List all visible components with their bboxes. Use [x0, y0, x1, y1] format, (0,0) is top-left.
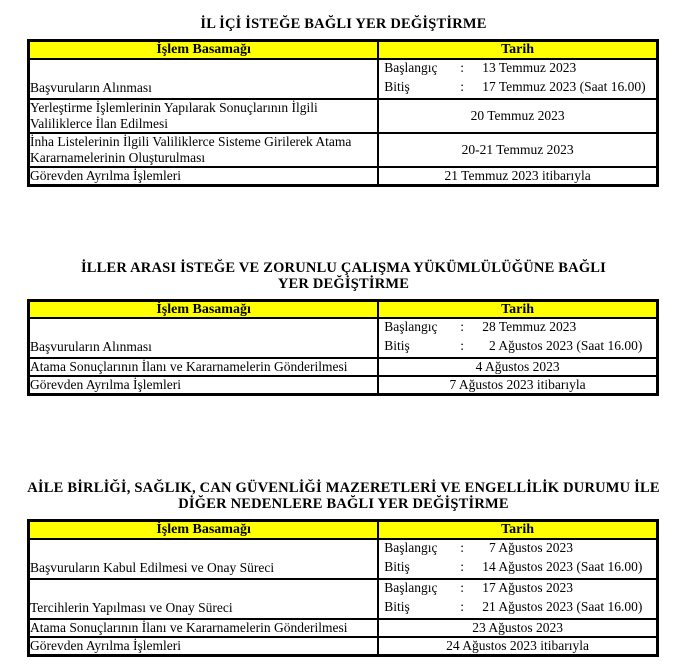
column-header-date: Tarih	[378, 41, 657, 59]
step-cell: Başvuruların Kabul Edilmesi ve Onay Süreci	[29, 539, 379, 579]
colon-separator: :	[460, 598, 464, 614]
column-header-step: İşlem Basamağı	[29, 41, 379, 59]
date-cell: 20-21 Temmuz 2023	[378, 133, 657, 167]
date-label: Başlangıç	[384, 319, 438, 334]
schedule-table-mazeret	[27, 519, 659, 657]
colon-separator: :	[460, 558, 464, 574]
section-title	[27, 480, 660, 512]
step-cell: Tercihlerin Yapılması ve Onay Süreci	[29, 579, 379, 619]
date-label: Bitiş	[384, 558, 410, 574]
section-title-line: YER DEĞİŞTİRME	[277, 275, 410, 292]
step-cell: Görevden Ayrılma İşlemleri	[29, 376, 379, 395]
step-cell: Görevden Ayrılma İşlemleri	[29, 637, 379, 656]
date-label: Başlangıç	[384, 539, 438, 555]
section-mazeret	[0, 480, 687, 657]
date-value: 28 Temmuz 2023	[482, 319, 577, 334]
date-cell: 7 Ağustos 2023 itibarıyla	[378, 376, 657, 395]
date-label: Bitiş	[384, 598, 410, 614]
colon-separator: :	[460, 338, 464, 353]
table-row	[29, 619, 658, 637]
date-line	[379, 580, 656, 599]
header-row	[29, 300, 658, 318]
colon-separator: :	[460, 78, 464, 94]
column-header-date: Tarih	[378, 521, 657, 539]
date-line	[379, 60, 656, 79]
section-il-ici	[0, 16, 687, 187]
date-label: Başlangıç	[384, 579, 438, 595]
date-line	[379, 599, 656, 618]
table-row	[29, 167, 658, 186]
table-row	[29, 637, 658, 656]
table-row	[29, 133, 658, 167]
step-cell: Yerleştirme İşlemlerinin Yapılarak Sonuçlarının İlgili Valiliklerce İlan Edilmesi	[29, 99, 379, 133]
date-cell: 24 Ağustos 2023 itibarıyla	[378, 637, 657, 656]
date-line	[379, 559, 656, 578]
date-cell	[378, 579, 657, 619]
date-cell	[378, 59, 657, 99]
date-value: 7 Ağustos 2023	[482, 539, 573, 555]
table-row	[29, 99, 658, 133]
step-cell: Görevden Ayrılma İşlemleri	[29, 167, 379, 186]
date-line	[379, 79, 656, 98]
section-title-line: İL İÇİ İSTEĞE BAĞLI YER DEĞİŞTİRME	[200, 16, 487, 32]
date-label: Bitiş	[384, 78, 410, 94]
date-line	[379, 338, 656, 357]
step-cell: İnha Listelerinin İlgili Valiliklerce Sisteme Girilerek Atama Kararnamelerinin Oluşturulması	[29, 133, 379, 167]
schedule-table-iller-arasi	[27, 299, 659, 397]
date-cell: 20 Temmuz 2023	[378, 99, 657, 133]
header-row	[29, 41, 658, 59]
table-row	[29, 318, 658, 358]
date-value: 13 Temmuz 2023	[482, 59, 577, 75]
section-title	[27, 16, 660, 32]
column-header-date: Tarih	[378, 300, 657, 318]
date-line	[379, 540, 656, 559]
colon-separator: :	[460, 539, 464, 555]
table-row	[29, 59, 658, 99]
date-value: 14 Ağustos 2023 (Saat 16.00)	[482, 558, 643, 574]
column-header-step: İşlem Basamağı	[29, 521, 379, 539]
section-title	[27, 260, 660, 292]
schedule-table-il-ici	[27, 39, 659, 187]
section-title-line: DİĞER NEDENLERE BAĞLI YER DEĞİŞTİRME	[178, 496, 509, 512]
date-cell	[378, 318, 657, 358]
date-value: 21 Ağustos 2023 (Saat 16.00)	[482, 598, 643, 614]
section-title-line: AİLE BİRLİĞİ, SAĞLIK, CAN GÜVENLİĞİ MAZERETLERİ VE ENGELLİLİK DURUMU İLE	[27, 480, 660, 496]
date-value: 17 Temmuz 2023 (Saat 16.00)	[482, 78, 646, 94]
step-cell: Atama Sonuçlarının İlanı ve Kararnamelerin Gönderilmesi	[29, 358, 379, 376]
date-label: Bitiş	[384, 338, 410, 353]
table-row	[29, 579, 658, 619]
section-title-line: İLLER ARASI İSTEĞE VE ZORUNLU ÇALIŞMA YÜKÜMLÜLÜĞÜNE BAĞLI	[80, 259, 607, 276]
colon-separator: :	[460, 579, 464, 595]
section-iller-arasi	[0, 260, 687, 397]
table-row	[29, 376, 658, 395]
date-cell	[378, 539, 657, 579]
colon-separator: :	[460, 319, 464, 334]
date-cell: 4 Ağustos 2023	[378, 358, 657, 376]
header-row	[29, 521, 658, 539]
date-line	[379, 319, 656, 338]
date-label: Başlangıç	[384, 59, 438, 75]
date-value: 17 Ağustos 2023	[482, 579, 573, 595]
date-cell: 21 Temmuz 2023 itibarıyla	[378, 167, 657, 186]
date-value: 2 Ağustos 2023 (Saat 16.00)	[482, 338, 643, 353]
colon-separator: :	[460, 59, 464, 75]
date-cell: 23 Ağustos 2023	[378, 619, 657, 637]
table-row	[29, 539, 658, 579]
step-cell: Başvuruların Alınması	[29, 318, 379, 358]
table-row	[29, 358, 658, 376]
column-header-step: İşlem Basamağı	[29, 300, 379, 318]
step-cell: Başvuruların Alınması	[29, 59, 379, 99]
step-cell: Atama Sonuçlarının İlanı ve Kararnamelerin Gönderilmesi	[29, 619, 379, 637]
